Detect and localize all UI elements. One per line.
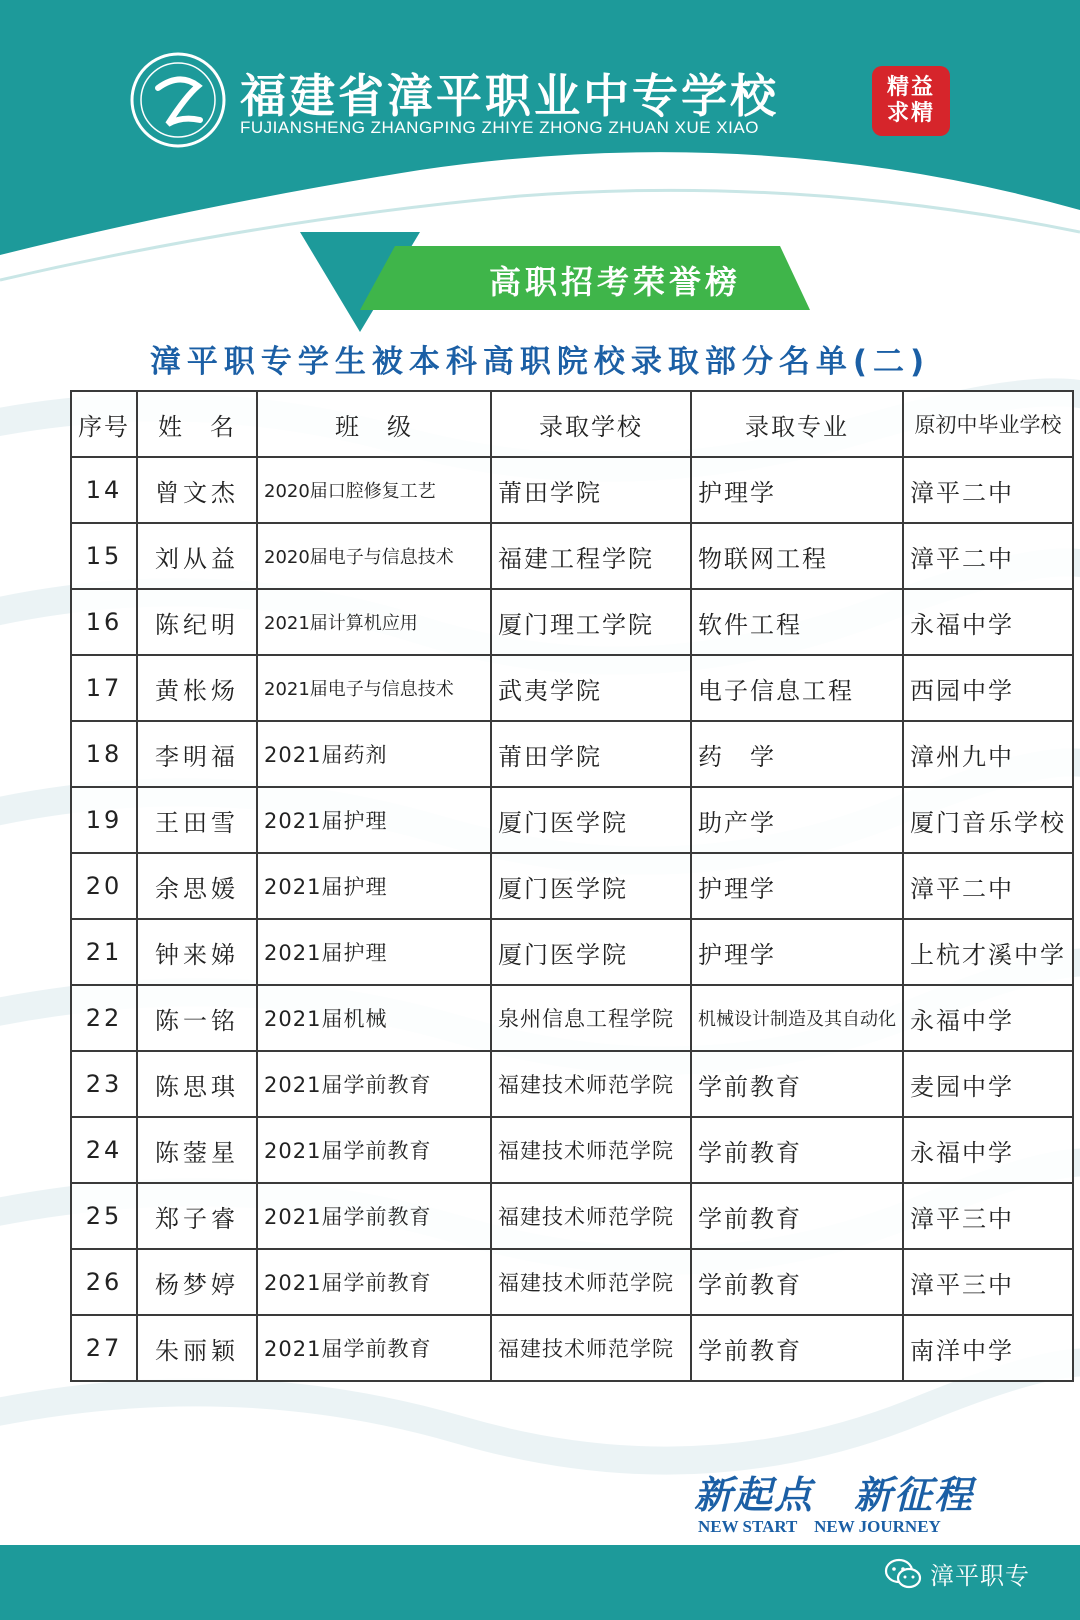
admit-major: 电子信息工程 (691, 655, 903, 721)
middle-school: 南洋中学 (903, 1315, 1073, 1381)
admit-school: 厦门医学院 (491, 787, 691, 853)
list-title: 漳平职专学生被本科高职院校录取部分名单(二) (149, 344, 931, 380)
header-middle-school: 原初中毕业学校 (903, 391, 1073, 457)
middle-school: 漳平二中 (903, 853, 1073, 919)
admit-major: 学前教育 (691, 1117, 903, 1183)
class-name: 2021届机械 (257, 985, 491, 1051)
row-no: 23 (71, 1051, 137, 1117)
row-no: 27 (71, 1315, 137, 1381)
class-name: 2021届电子与信息技术 (257, 655, 491, 721)
header-name: 姓 名 (137, 391, 257, 457)
student-name: 陈一铭 (137, 985, 257, 1051)
middle-school: 厦门音乐学校 (903, 787, 1073, 853)
slogan-english: NEW START NEW JOURNEY (698, 1517, 941, 1536)
middle-school: 永福中学 (903, 985, 1073, 1051)
student-name: 余思媛 (137, 853, 257, 919)
admit-major: 护理学 (691, 919, 903, 985)
school-name-pinyin: FUJIANSHENG ZHANGPING ZHIYE ZHONG ZHUAN XUE XIAO (240, 118, 759, 137)
row-no: 16 (71, 589, 137, 655)
class-name: 2021届护理 (257, 787, 491, 853)
student-name: 黄枨炀 (137, 655, 257, 721)
class-name: 2021届学前教育 (257, 1117, 491, 1183)
table-row (71, 655, 1073, 721)
wechat-account[interactable] (884, 1556, 1030, 1591)
row-no: 15 (71, 523, 137, 589)
table-row (71, 1315, 1073, 1381)
admit-school: 厦门医学院 (491, 853, 691, 919)
table-row (71, 523, 1073, 589)
class-name: 2021届学前教育 (257, 1249, 491, 1315)
student-name: 陈蓥星 (137, 1117, 257, 1183)
row-no: 20 (71, 853, 137, 919)
school-name: 福建省漳平职业中专学校 (240, 69, 779, 123)
class-name: 2021届学前教育 (257, 1315, 491, 1381)
class-name: 2021届计算机应用 (257, 589, 491, 655)
admission-table (70, 390, 1074, 1382)
admit-major: 学前教育 (691, 1249, 903, 1315)
middle-school: 漳平三中 (903, 1249, 1073, 1315)
row-no: 22 (71, 985, 137, 1051)
header-class: 班 级 (257, 391, 491, 457)
middle-school: 漳平二中 (903, 523, 1073, 589)
header-admit-school: 录取学校 (491, 391, 691, 457)
student-name: 李明福 (137, 721, 257, 787)
row-no: 26 (71, 1249, 137, 1315)
admit-major: 助产学 (691, 787, 903, 853)
admit-major: 护理学 (691, 853, 903, 919)
header-no: 序号 (71, 391, 137, 457)
admit-major: 学前教育 (691, 1315, 903, 1381)
admit-school: 福建技术师范学院 (491, 1117, 691, 1183)
student-name: 朱丽颖 (137, 1315, 257, 1381)
middle-school: 漳平二中 (903, 457, 1073, 523)
row-no: 18 (71, 721, 137, 787)
banner-title: 高职招考荣誉榜 (488, 263, 741, 301)
table-row (71, 919, 1073, 985)
middle-school: 麦园中学 (903, 1051, 1073, 1117)
table-row (71, 787, 1073, 853)
table-row (71, 853, 1073, 919)
admit-major: 护理学 (691, 457, 903, 523)
student-name: 钟来娣 (137, 919, 257, 985)
admit-major: 学前教育 (691, 1183, 903, 1249)
table-row (71, 457, 1073, 523)
row-no: 24 (71, 1117, 137, 1183)
student-name: 王田雪 (137, 787, 257, 853)
student-name: 杨梦婷 (137, 1249, 257, 1315)
row-no: 25 (71, 1183, 137, 1249)
student-name: 曾文杰 (137, 457, 257, 523)
row-no: 19 (71, 787, 137, 853)
class-name: 2021届药剂 (257, 721, 491, 787)
admit-school: 福建技术师范学院 (491, 1315, 691, 1381)
admit-major: 学前教育 (691, 1051, 903, 1117)
admit-school: 泉州信息工程学院 (491, 985, 691, 1051)
row-no: 14 (71, 457, 137, 523)
wechat-icon (884, 1558, 922, 1590)
student-name: 刘从益 (137, 523, 257, 589)
table-row (71, 1051, 1073, 1117)
student-name: 郑子睿 (137, 1183, 257, 1249)
class-name: 2021届护理 (257, 853, 491, 919)
table-row (71, 721, 1073, 787)
school-logo-icon (128, 50, 228, 150)
admit-school: 福建技术师范学院 (491, 1249, 691, 1315)
middle-school: 上杭才溪中学 (903, 919, 1073, 985)
admit-school: 莆田学院 (491, 721, 691, 787)
admit-school: 莆田学院 (491, 457, 691, 523)
slogan-chinese: 新起点 新征程 (694, 1472, 975, 1517)
student-name: 陈思琪 (137, 1051, 257, 1117)
row-no: 17 (71, 655, 137, 721)
row-no: 21 (71, 919, 137, 985)
class-name: 2021届学前教育 (257, 1051, 491, 1117)
admit-major: 软件工程 (691, 589, 903, 655)
wechat-account-name: 漳平职专 (930, 1562, 1030, 1590)
table-row (71, 1117, 1073, 1183)
header-major: 录取专业 (691, 391, 903, 457)
middle-school: 永福中学 (903, 589, 1073, 655)
table-row (71, 985, 1073, 1051)
admit-school: 福建技术师范学院 (491, 1051, 691, 1117)
seal-stamp: 精益 求精 (872, 66, 950, 136)
middle-school: 漳州九中 (903, 721, 1073, 787)
table-header-row (71, 391, 1073, 457)
class-name: 2020届电子与信息技术 (257, 523, 491, 589)
table-row (71, 1183, 1073, 1249)
admit-major: 物联网工程 (691, 523, 903, 589)
admit-school: 福建技术师范学院 (491, 1183, 691, 1249)
middle-school: 永福中学 (903, 1117, 1073, 1183)
class-name: 2020届口腔修复工艺 (257, 457, 491, 523)
middle-school: 漳平三中 (903, 1183, 1073, 1249)
admit-school: 福建工程学院 (491, 523, 691, 589)
class-name: 2021届学前教育 (257, 1183, 491, 1249)
student-name: 陈纪明 (137, 589, 257, 655)
table-row (71, 589, 1073, 655)
admit-school: 武夷学院 (491, 655, 691, 721)
class-name: 2021届护理 (257, 919, 491, 985)
middle-school: 西园中学 (903, 655, 1073, 721)
admit-major: 药 学 (691, 721, 903, 787)
table-row (71, 1249, 1073, 1315)
admit-school: 厦门理工学院 (491, 589, 691, 655)
admit-major: 机械设计制造及其自动化 (691, 985, 903, 1051)
admit-school: 厦门医学院 (491, 919, 691, 985)
